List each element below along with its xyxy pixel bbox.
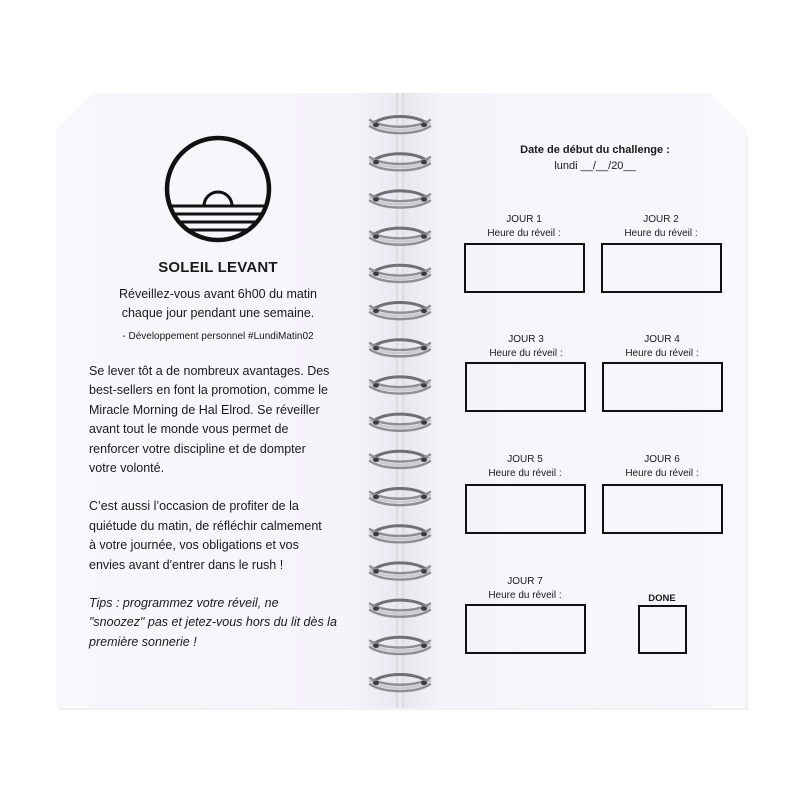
day-7-wake-box[interactable]: [465, 604, 586, 654]
day-name: JOUR 7: [507, 576, 543, 587]
body-text: [89, 362, 351, 652]
text-line: Se lever tôt a de nombreux avantages. Des: [89, 364, 330, 378]
text-line: votre volonté.: [89, 461, 165, 476]
day-3-header: [463, 333, 589, 361]
spiral-ring: [370, 117, 430, 134]
spiral-ring: [370, 637, 430, 654]
text-line: best-sellers en font la promotion, comme le: [89, 383, 328, 398]
spiral-ring: [370, 414, 430, 431]
paragraph-2: [89, 497, 351, 575]
spiral-ring: [370, 340, 430, 357]
spiral-ring: [370, 526, 430, 543]
spiral-ring: [370, 303, 430, 320]
day-name: JOUR 1: [506, 214, 542, 225]
text-line: C’est aussi l’occasion de profiter de la: [89, 499, 299, 514]
spiral-ring: [370, 600, 430, 617]
done-checkbox[interactable]: [638, 605, 687, 654]
tagline: - Développement personnel #LundiMatin02: [122, 331, 314, 342]
spiral-ring: [370, 191, 430, 208]
wake-time-label: Heure du réveil :: [489, 348, 563, 359]
day-name: JOUR 2: [643, 214, 679, 225]
text-line: à votre journée, vos obligations et vos: [89, 538, 299, 553]
day-4-header: [599, 333, 725, 361]
day-2-wake-box[interactable]: [601, 243, 722, 293]
text-line: "snoozez" pas et jetez-vous hors du lit dès la: [89, 615, 337, 630]
day-name: JOUR 6: [644, 454, 680, 465]
text-line: quiétude du matin, de réfléchir calmement: [89, 518, 322, 533]
spiral-ring: [370, 489, 430, 506]
text-line: Tips : programmez votre réveil, ne: [89, 596, 279, 611]
text-line: renforcer votre discipline et de dompter: [89, 441, 306, 456]
spiral-ring: [370, 451, 430, 468]
spiral-ring: [370, 228, 430, 245]
day-6-wake-box[interactable]: [602, 484, 723, 534]
day-6-header: [599, 453, 725, 481]
subtitle-line: Réveillez-vous avant 6h00 du matin: [118, 287, 318, 301]
day-1-wake-box[interactable]: [464, 243, 585, 293]
challenge-start-label: Date de début du challenge :: [520, 144, 670, 156]
page-title: SOLEIL LEVANT: [158, 259, 278, 276]
day-4-wake-box[interactable]: [602, 362, 723, 412]
paragraph-1: [89, 362, 351, 478]
wake-time-label: Heure du réveil :: [625, 348, 699, 359]
wake-time-label: Heure du réveil :: [488, 468, 562, 479]
day-5-header: [462, 453, 588, 481]
spiral-ring: [370, 377, 430, 394]
day-7-header: [462, 575, 588, 603]
tips-paragraph: [89, 594, 351, 652]
day-1-header: [461, 213, 587, 241]
day-2-header: [598, 213, 724, 241]
done-label: DONE: [648, 593, 676, 604]
day-5-wake-box[interactable]: [465, 484, 586, 534]
wake-time-label: Heure du réveil :: [487, 228, 561, 239]
spiral-binding: [368, 100, 432, 700]
wake-time-label: Heure du réveil :: [625, 468, 699, 479]
spiral-ring: [370, 154, 430, 171]
wake-time-label: Heure du réveil :: [488, 590, 562, 601]
sunrise-over-sea-icon: [163, 134, 273, 244]
spiral-ring: [370, 563, 430, 580]
subtitle-line: chaque jour pendant une semaine.: [121, 306, 315, 320]
text-line: envies avant d'entrer dans le rush !: [89, 557, 284, 572]
day-name: JOUR 3: [508, 334, 544, 345]
text-line: première sonnerie !: [89, 634, 197, 649]
day-name: JOUR 5: [507, 454, 543, 465]
spiral-ring: [370, 675, 430, 692]
day-3-wake-box[interactable]: [465, 362, 586, 412]
subtitle: [96, 285, 340, 323]
wake-time-label: Heure du réveil :: [624, 228, 698, 239]
spiral-ring: [370, 265, 430, 282]
text-line: Miracle Morning de Hal Elrod. Se réveiller: [89, 402, 320, 417]
text-line: avant tout le monde vous permet de: [89, 422, 289, 437]
challenge-start-date: lundi __/__/20__: [554, 160, 636, 172]
day-name: JOUR 4: [644, 334, 680, 345]
